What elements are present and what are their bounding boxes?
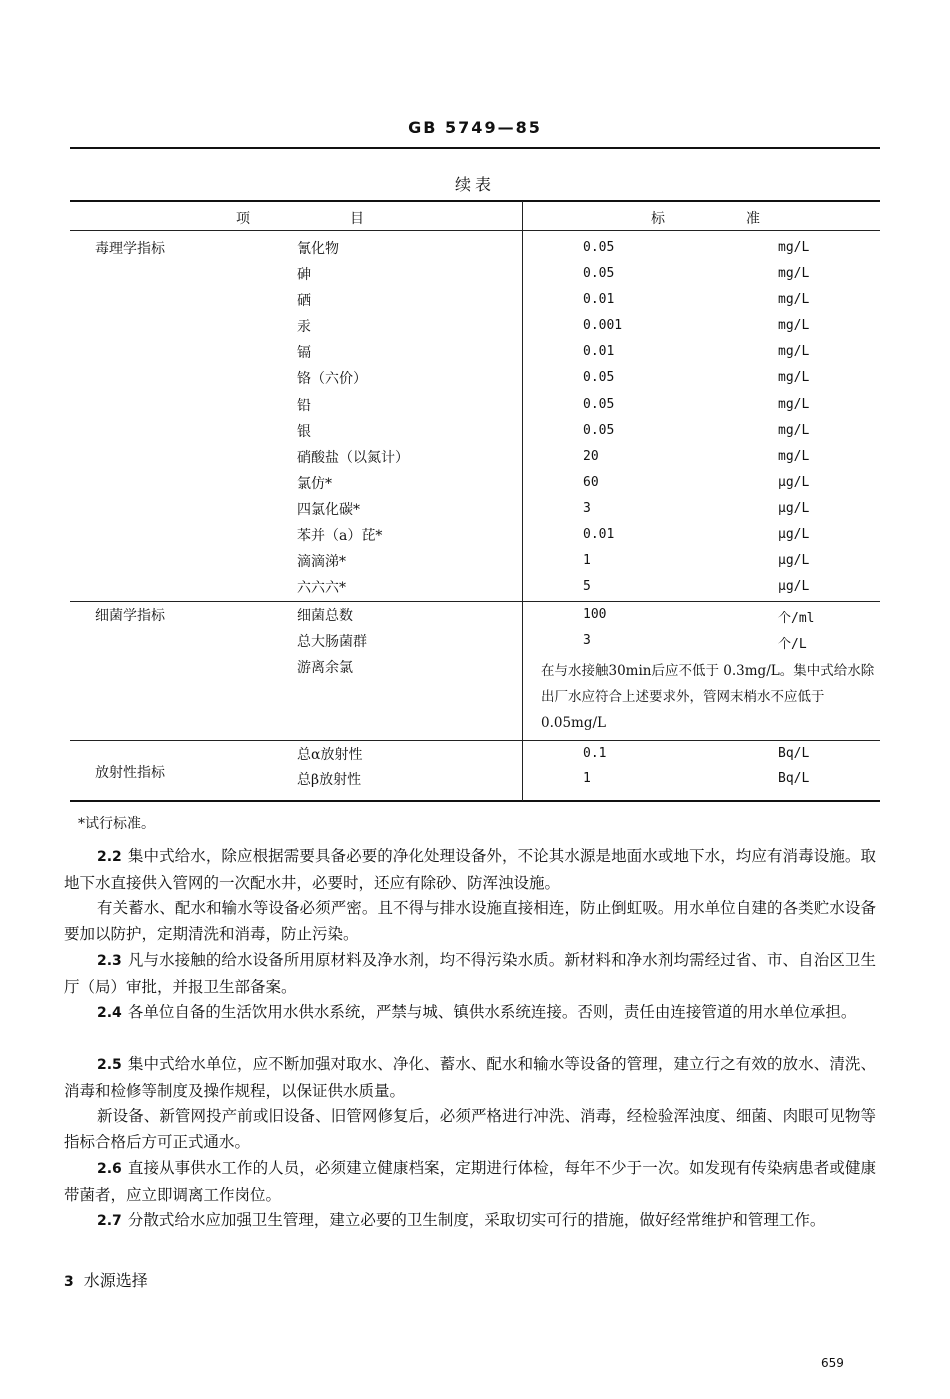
indicator-unit: 个/L <box>778 637 807 652</box>
table-header-divider <box>70 230 880 231</box>
table-section-divider <box>70 601 880 602</box>
paragraph <box>64 1155 876 1208</box>
indicator-unit: mg/L <box>778 423 810 438</box>
table-caption: 续表 <box>454 175 495 194</box>
indicator-value: 0.1 <box>583 746 607 761</box>
paragraph <box>64 1103 876 1155</box>
indicator-value: 0.05 <box>583 423 615 438</box>
paragraph-text: 凡与水接触的给水设备所用原材料及净水剂，均不得污染水质。新材料和净水剂均需经过省、市、自治区卫生厅（局）审批，并报卫生部备案。 <box>64 951 876 996</box>
paragraph <box>64 947 876 1000</box>
indicator-unit: μg/L <box>778 553 810 568</box>
indicator-name: 铅 <box>297 398 311 414</box>
indicator-name: 游离余氯 <box>297 660 353 676</box>
indicator-value: 0.001 <box>583 318 623 333</box>
indicator-unit: Bq/L <box>778 771 810 786</box>
paragraph-text: 直接从事供水工作的人员，必须建立健康档案，定期进行体检，每年不少于一次。如发现有传染病患者或健康带菌者，应立即调离工作岗位。 <box>64 1159 876 1204</box>
indicator-name: 总α放射性 <box>297 747 363 763</box>
indicator-name: 硝酸盐（以氮计） <box>297 450 409 466</box>
indicator-name: 苯并（a）芘* <box>297 528 383 544</box>
indicator-unit: mg/L <box>778 397 810 412</box>
paragraph-text: 新设备、新管网投产前或旧设备、旧管网修复后，必须严格进行冲洗、消毒，经检验浑浊度、细菌、肉眼可见物等指标合格后方可正式通水。 <box>64 1107 876 1151</box>
indicator-name: 总大肠菌群 <box>297 634 367 650</box>
indicator-unit: μg/L <box>778 475 810 490</box>
col-header-item: 目 <box>350 211 364 227</box>
section-title: 水源选择 <box>83 1271 148 1290</box>
page-number: 659 <box>821 1356 844 1370</box>
indicator-value: 1 <box>583 553 591 568</box>
indicator-value: 0.05 <box>583 266 615 281</box>
indicator-name: 汞 <box>297 319 311 335</box>
free-chlorine-standard: 在与水接触30min后应不低于 0.3mg/L。集中式给水除出厂水应符合上述要求外，管网末梢水不应低于0.05mg/L <box>541 663 875 731</box>
paragraph <box>64 1051 876 1104</box>
paragraph <box>64 1207 876 1234</box>
category-toxicology: 毒理学指标 <box>95 241 165 257</box>
clause-number: 2.2 <box>97 849 122 865</box>
indicator-name: 铬（六价） <box>297 371 367 387</box>
indicator-name: 滴滴涕* <box>297 554 346 570</box>
indicator-unit: mg/L <box>778 240 810 255</box>
indicator-unit: 个/ml <box>778 611 815 626</box>
paragraph-text: 分散式给水应加强卫生管理，建立必要的卫生制度，采取切实可行的措施，做好经常维护和管理工作。 <box>127 1211 826 1229</box>
col-header-standard: 准 <box>746 211 760 227</box>
indicator-name: 四氯化碳* <box>297 502 360 518</box>
category-radioactivity: 放射性指标 <box>95 765 165 781</box>
indicator-unit: mg/L <box>778 344 810 359</box>
section-number: 3 <box>64 1274 74 1290</box>
indicator-unit: mg/L <box>778 449 810 464</box>
indicator-value: 0.01 <box>583 344 615 359</box>
paragraph <box>64 999 876 1026</box>
clause-number: 2.7 <box>97 1213 122 1229</box>
table-top-border <box>70 200 880 202</box>
indicator-unit: Bq/L <box>778 746 810 761</box>
indicator-unit: mg/L <box>778 318 810 333</box>
indicator-value: 3 <box>583 633 591 648</box>
indicator-name: 六六六* <box>297 580 346 596</box>
indicator-name: 细菌总数 <box>297 608 353 624</box>
table-column-divider <box>522 201 523 801</box>
paragraph <box>64 843 876 896</box>
indicator-value: 1 <box>583 771 591 786</box>
indicator-unit: μg/L <box>778 501 810 516</box>
paragraph <box>64 895 876 947</box>
standard-code-header: GB 5749—85 <box>408 118 542 137</box>
indicator-name: 银 <box>297 424 311 440</box>
paragraph-text: 集中式给水单位，应不断加强对取水、净化、蓄水、配水和输水等设备的管理，建立行之有效的放水、清洗、消毒和检修等制度及操作规程，以保证供水质量。 <box>64 1055 876 1100</box>
indicator-value: 0.05 <box>583 397 615 412</box>
table-bottom-border <box>70 800 880 802</box>
indicator-name: 硒 <box>297 293 311 309</box>
indicator-name: 氯仿* <box>297 476 332 492</box>
indicator-unit: mg/L <box>778 370 810 385</box>
section-heading <box>64 1268 148 1291</box>
clause-number: 2.4 <box>97 1005 122 1021</box>
indicator-unit: mg/L <box>778 266 810 281</box>
table-footnote: *试行标准。 <box>78 816 155 832</box>
indicator-value: 100 <box>583 607 607 622</box>
indicator-unit: μg/L <box>778 527 810 542</box>
header-rule <box>70 147 880 149</box>
indicator-value: 0.05 <box>583 240 615 255</box>
indicator-value: 3 <box>583 501 591 516</box>
col-header-item: 项 <box>236 211 250 227</box>
indicator-name: 镉 <box>297 345 311 361</box>
indicator-value: 0.05 <box>583 370 615 385</box>
indicator-value: 0.01 <box>583 527 615 542</box>
category-bacteriology: 细菌学指标 <box>95 608 165 624</box>
indicator-name: 砷 <box>297 267 311 283</box>
indicator-value: 0.01 <box>583 292 615 307</box>
indicator-value: 60 <box>583 475 599 490</box>
paragraph-text: 集中式给水，除应根据需要具备必要的净化处理设备外，不论其水源是地面水或地下水，均应有消毒设施。取地下水直接供入管网的一次配水井，必要时，还应有除砂、防浑浊设施。 <box>64 847 876 892</box>
indicator-name: 总β放射性 <box>297 772 362 788</box>
indicator-unit: mg/L <box>778 292 810 307</box>
indicator-unit: μg/L <box>778 579 810 594</box>
indicator-name: 氰化物 <box>297 241 339 257</box>
clause-number: 2.3 <box>97 953 122 969</box>
table-section-divider <box>70 740 880 741</box>
col-header-standard: 标 <box>651 211 665 227</box>
paragraph-text: 有关蓄水、配水和输水等设备必须严密。且不得与排水设施直接相连，防止倒虹吸。用水单位自建的各类贮水设备要加以防护，定期清洗和消毒，防止污染。 <box>64 899 876 943</box>
indicator-value: 5 <box>583 579 591 594</box>
paragraph-text: 各单位自备的生活饮用水供水系统，严禁与城、镇供水系统连接。否则，责任由连接管道的用水单位承担。 <box>127 1003 857 1021</box>
clause-number: 2.5 <box>97 1057 122 1073</box>
clause-number: 2.6 <box>97 1161 122 1177</box>
indicator-value: 20 <box>583 449 599 464</box>
